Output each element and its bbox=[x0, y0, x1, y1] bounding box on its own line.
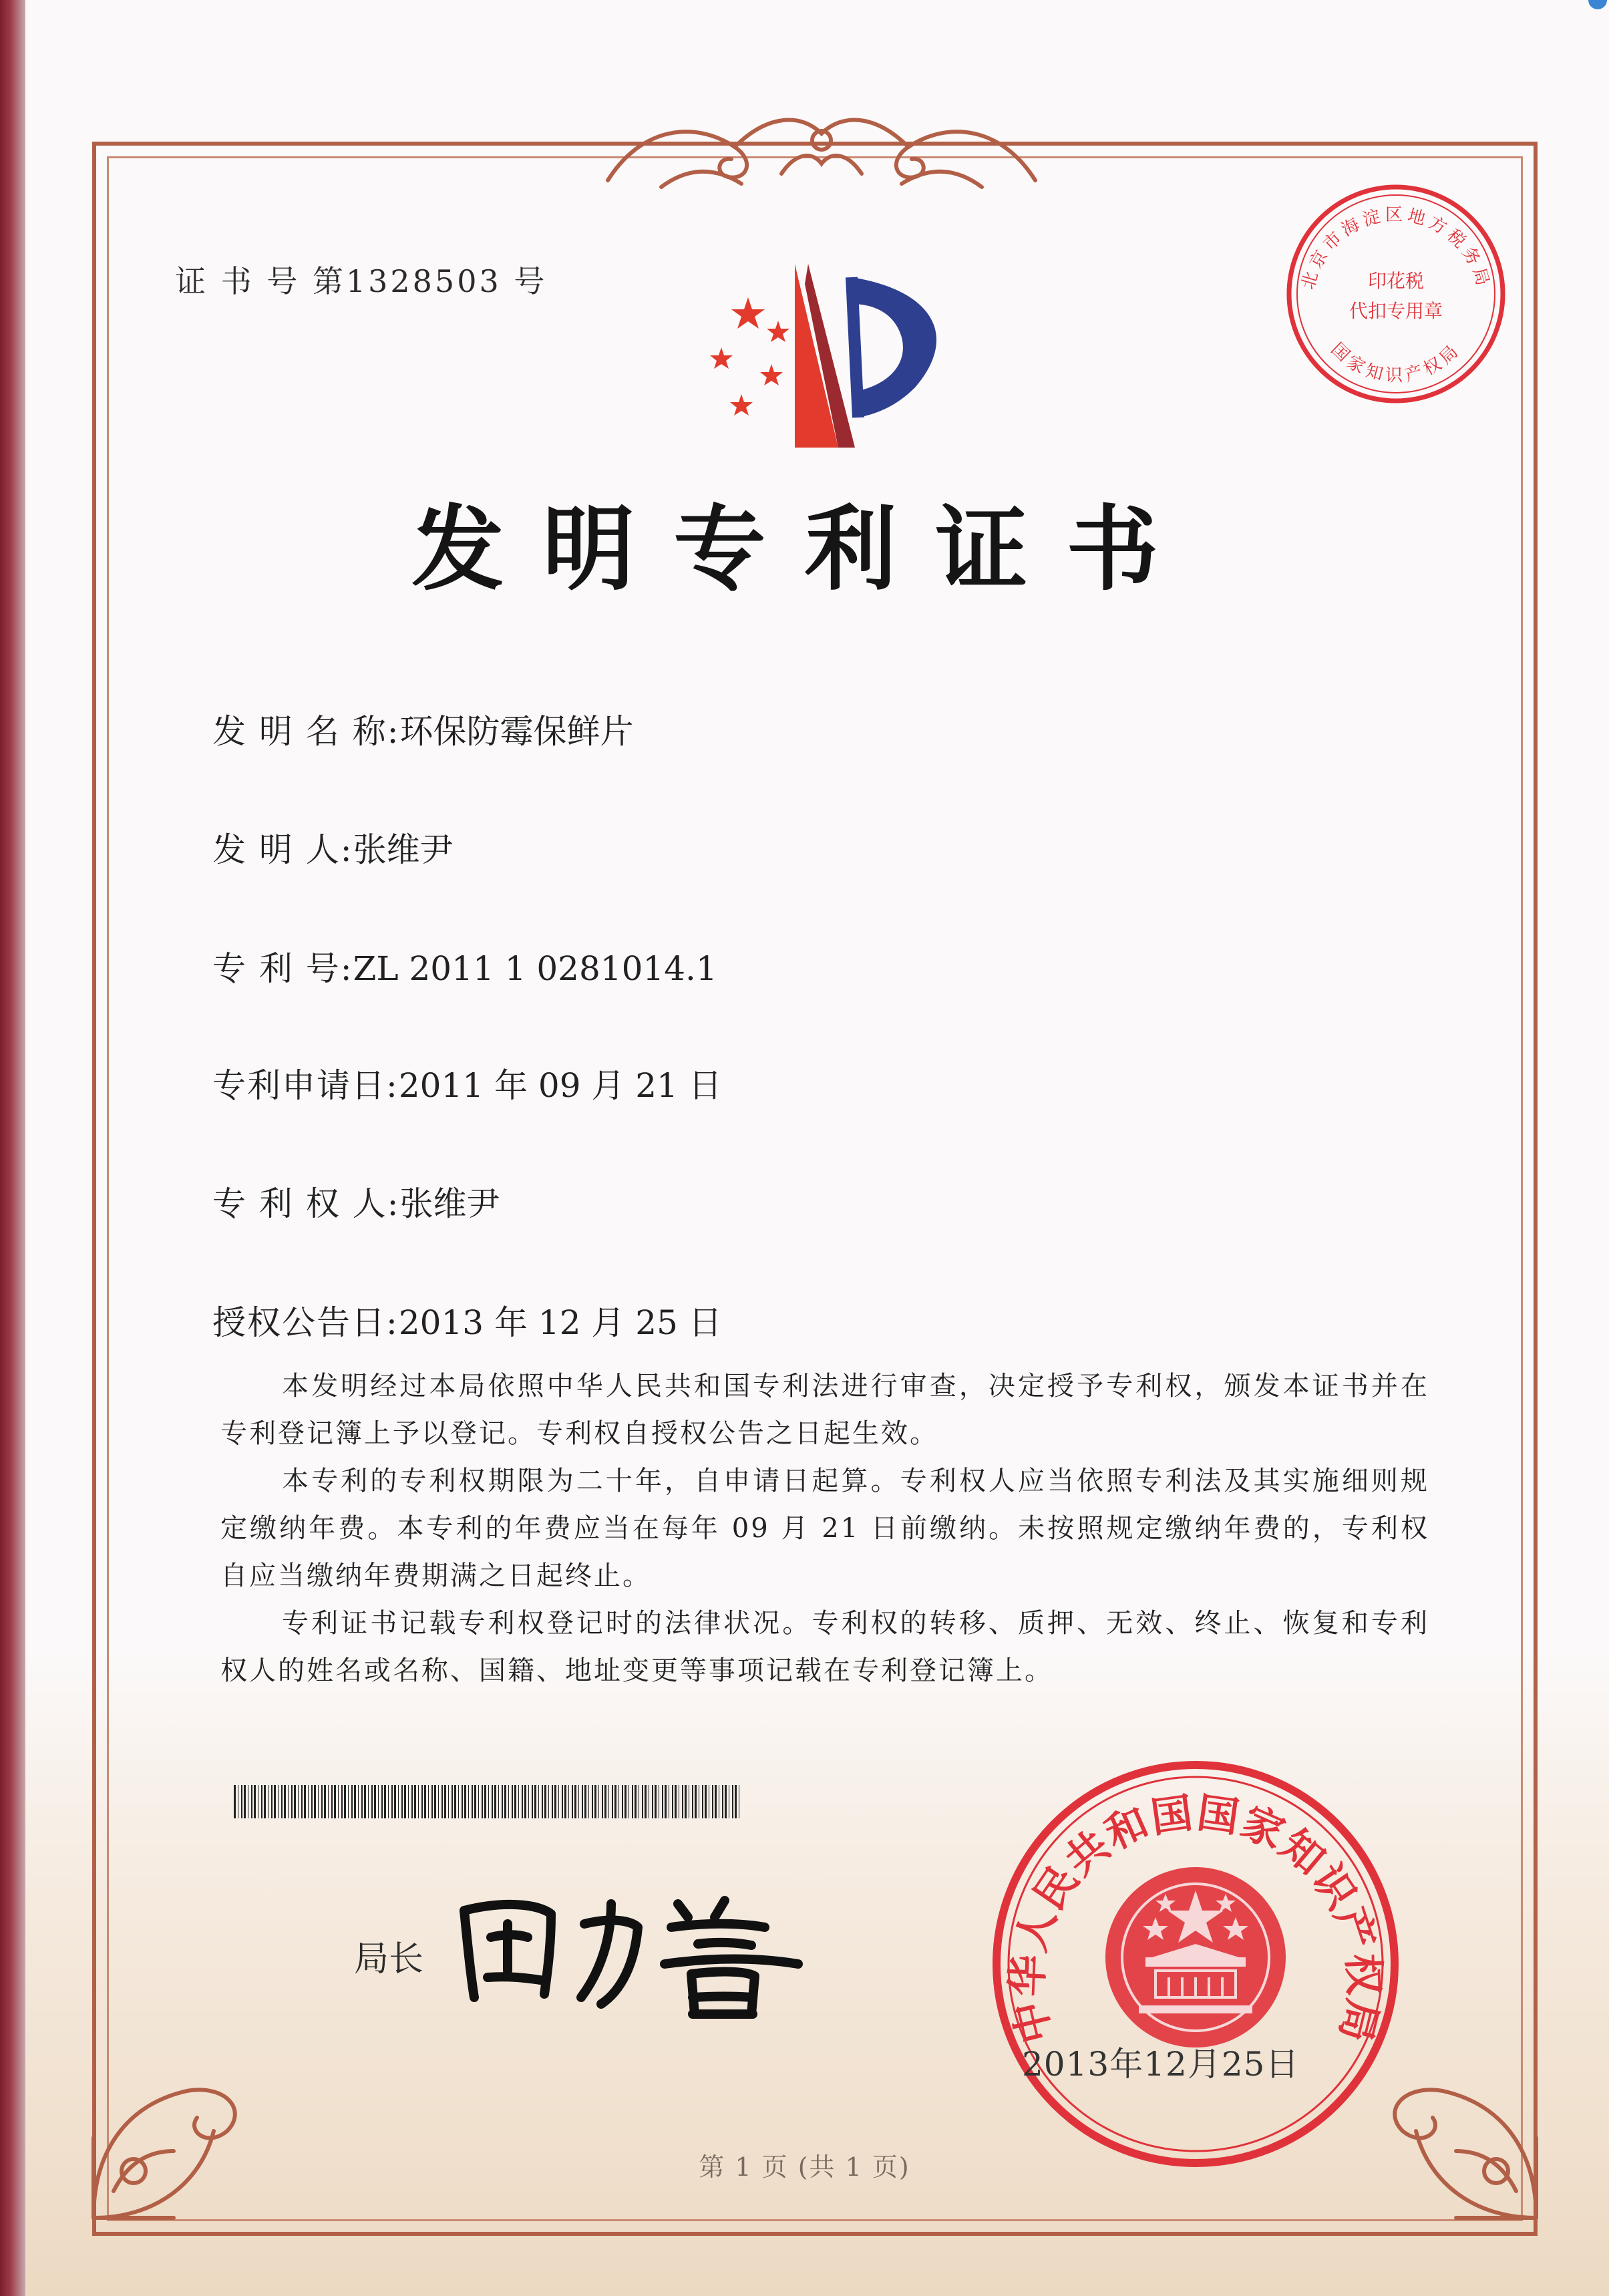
field-patent-number bbox=[212, 942, 717, 990]
seal-date: 2013年12月25日 bbox=[1022, 2045, 1300, 2084]
office-seal bbox=[989, 1757, 1403, 2171]
field-label: 专 利 权 人: bbox=[212, 1184, 400, 1223]
svg-text:中华人民共和国国家知识产权局: 中华人民共和国国家知识产权局 bbox=[1002, 1788, 1389, 2048]
tax-stamp-line-2: 代扣专用章 bbox=[1349, 300, 1443, 322]
field-value: 环保防霉保鲜片 bbox=[399, 712, 634, 751]
svg-text:国家知识产权局: 国家知识产权局 bbox=[1326, 339, 1465, 386]
field-patentee bbox=[212, 1177, 500, 1225]
top-ornament bbox=[581, 100, 1062, 194]
certificate-number: 证 书 号 第1328503 号 bbox=[175, 263, 548, 299]
field-value: 张维尹 bbox=[353, 830, 454, 869]
national-emblem bbox=[1105, 1867, 1286, 2047]
svg-text:北京市海淀区地方税务局: 北京市海淀区地方税务局 bbox=[1298, 205, 1494, 292]
field-value: 2011 年 09 月 21 日 bbox=[398, 1066, 722, 1105]
field-label: 授权公告日: bbox=[212, 1303, 399, 1342]
field-value: 张维尹 bbox=[399, 1184, 500, 1223]
patent-office-logo bbox=[695, 257, 962, 451]
certificate-body bbox=[220, 1363, 1429, 1695]
field-label: 专 利 号: bbox=[212, 949, 353, 988]
barcode bbox=[234, 1785, 741, 1818]
director-label: 局长 bbox=[354, 1939, 424, 1979]
binding-edge bbox=[0, 0, 25, 2296]
field-invention-name bbox=[212, 705, 634, 753]
field-value: ZL 2011 1 0281014.1 bbox=[353, 949, 717, 988]
tax-stamp-line-1: 印花税 bbox=[1367, 270, 1425, 292]
field-label: 发 明 名 称: bbox=[212, 712, 400, 751]
tax-stamp bbox=[1282, 180, 1509, 407]
field-label: 专利申请日: bbox=[212, 1066, 399, 1105]
field-label: 发 明 人: bbox=[212, 830, 353, 869]
body-paragraph-2: 本专利的专利权期限为二十年，自申请日起算。专利权人应当依照专利法及其实施细则规定缴纳年费。本专利的年费应当在每年 09 月 21 日前缴纳。未按照规定缴纳年费的，专利权自应当缴纳年费期满之日起终止。 bbox=[220, 1466, 1429, 1591]
field-inventor bbox=[212, 823, 454, 871]
field-grant-date bbox=[212, 1296, 722, 1344]
body-paragraph-1: 本发明经过本局依照中华人民共和国专利法进行审查，决定授予专利权，颁发本证书并在专利登记簿上予以登记。专利权自授权公告之日起生效。 bbox=[220, 1371, 1429, 1449]
body-paragraph-3: 专利证书记载专利权登记时的法律状况。专利权的转移、质押、无效、终止、恢复和专利权人的姓名或名称、国籍、地址变更等事项记载在专利登记簿上。 bbox=[220, 1608, 1429, 1686]
certificate-title: 发明专利证书 bbox=[411, 494, 1198, 603]
field-application-date bbox=[212, 1059, 722, 1107]
bottom-left-ornament bbox=[73, 2017, 294, 2238]
field-value: 2013 年 12 月 25 日 bbox=[398, 1303, 722, 1342]
director-signature bbox=[451, 1864, 812, 2024]
page-footer: 第 1 页 (共 1 页) bbox=[699, 2152, 910, 2182]
